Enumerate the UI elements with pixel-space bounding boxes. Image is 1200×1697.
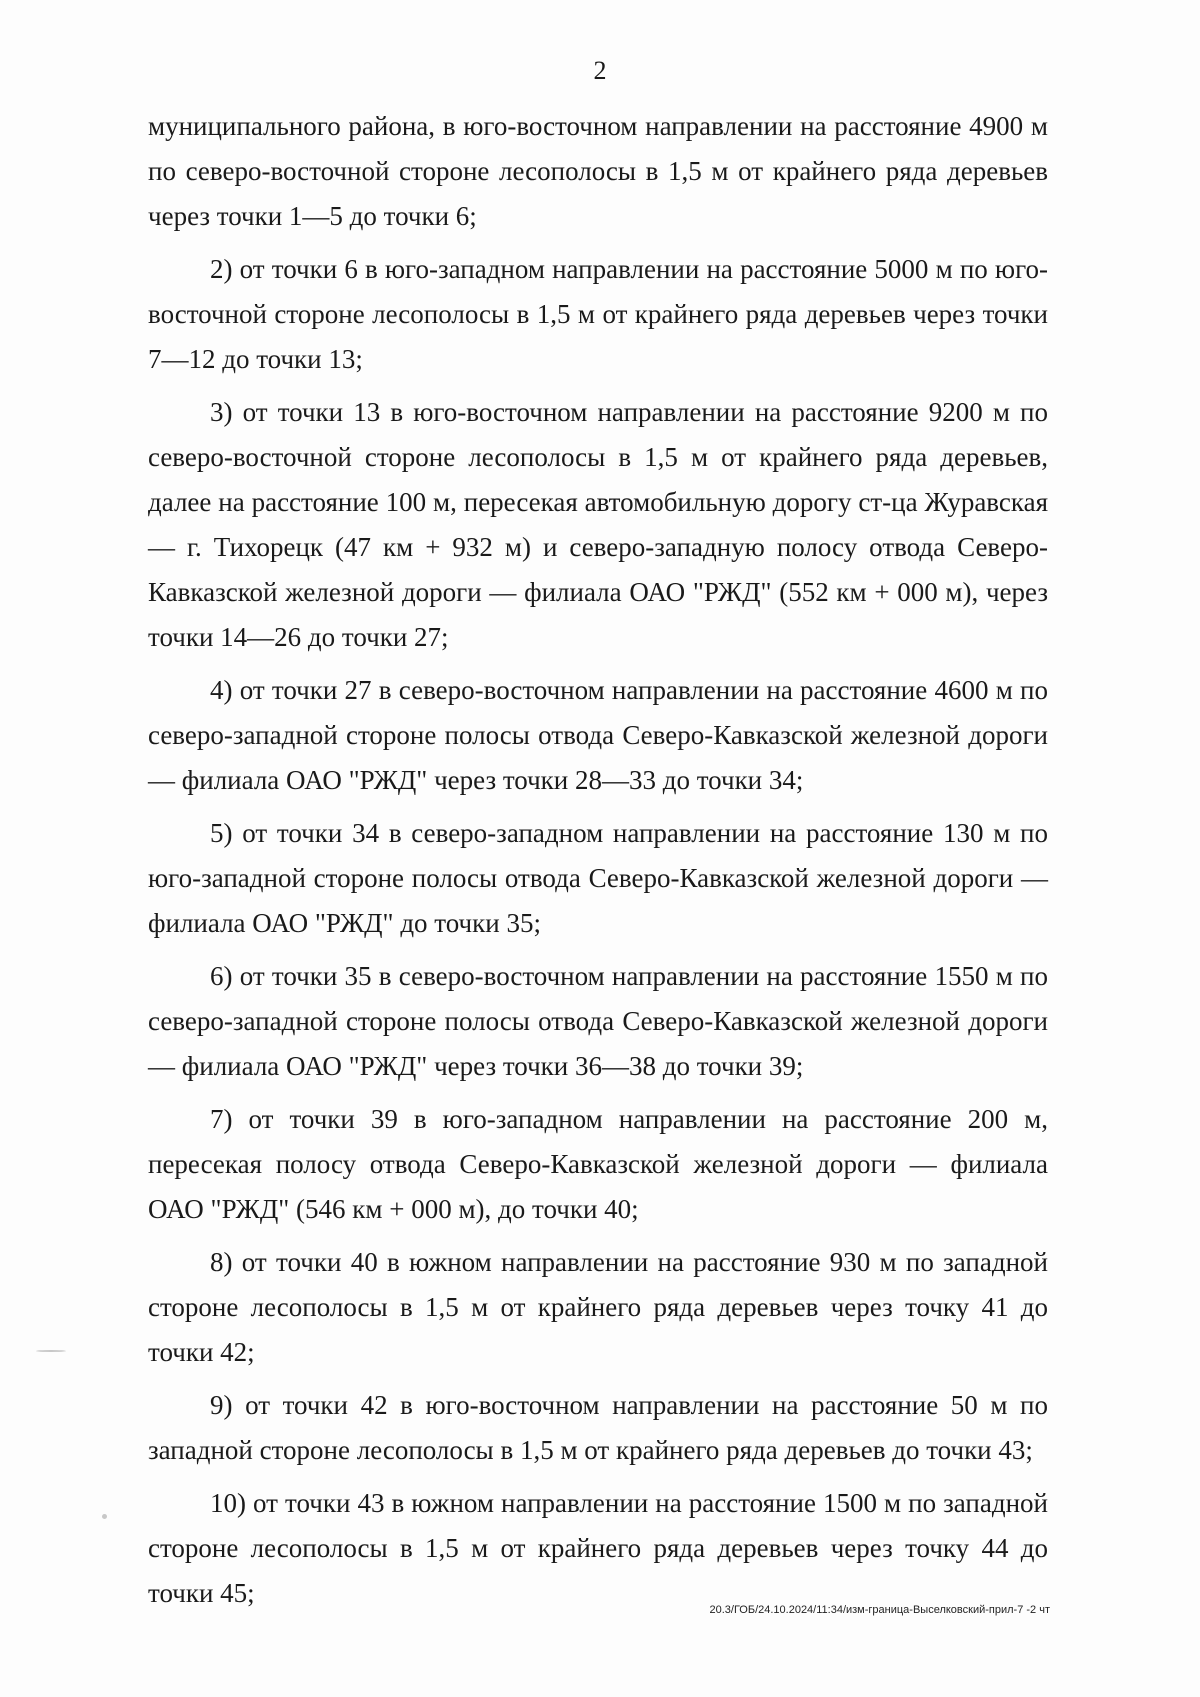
- paragraph-item-7: 7) от точки 39 в юго-западном направлении на расстояние 200 м, пересекая полосу отвода Северо-Кавказской железной дороги — филиала ОАО "РЖД" (546 км + 000 м), до точки 40;: [148, 1104, 1048, 1224]
- paragraph-item-9: 9) от точки 42 в юго-восточном направлении на расстояние 50 м по западной стороне лесополосы в 1,5 м от крайнего ряда деревьев до точки 43;: [148, 1390, 1048, 1465]
- document-footer-code: 20.3/ГОБ/24.10.2024/11:34/изм-граница-Выселковский-прил-7 -2 чт: [709, 1604, 1050, 1616]
- page-number: 2: [593, 56, 607, 85]
- scan-artifact: [36, 1350, 66, 1352]
- paragraph-item-10: 10) от точки 43 в южном направлении на расстояние 1500 м по западной стороне лесополосы в 1,5 м от крайнего ряда деревьев через точку 44 до точки 45;: [148, 1488, 1048, 1608]
- paragraph-item-4: 4) от точки 27 в северо-восточном направлении на расстояние 4600 м по северо-западной стороне полосы отвода Северо-Кавказской железной дороги — филиала ОАО "РЖД" через точки 28—33 до точки 34;: [148, 675, 1048, 795]
- paragraph-continuation: муниципального района, в юго-восточном направлении на расстояние 4900 м по северо-восточной стороне лесополосы в 1,5 м от крайнего ряда деревьев через точки 1—5 до точки 6;: [148, 111, 1048, 231]
- paragraph-item-3: 3) от точки 13 в юго-восточном направлении на расстояние 9200 м по северо-восточной стороне лесополосы в 1,5 м от крайнего ряда деревьев, далее на расстояние 100 м, пересекая автомобильную дорогу ст-ца Журавская — г. Тихорецк (47 км + 932 м) и северо-западную полосу отвода Северо-Кавказской железной дороги — филиала ОАО "РЖД" (552 км + 000 м), через точки 14—26 до точки 27;: [148, 397, 1048, 652]
- paragraph-item-6: 6) от точки 35 в северо-восточном направлении на расстояние 1550 м по северо-западной стороне полосы отвода Северо-Кавказской железной дороги — филиала ОАО "РЖД" через точки 36—38 до точки 39;: [148, 961, 1048, 1081]
- paragraph-item-5: 5) от точки 34 в северо-западном направлении на расстояние 130 м по юго-западной стороне полосы отвода Северо-Кавказской железной дороги — филиала ОАО "РЖД" до точки 35;: [148, 818, 1048, 938]
- document-body: [148, 104, 1048, 1624]
- scan-artifact: [102, 1514, 107, 1519]
- paragraph-item-2: 2) от точки 6 в юго-западном направлении на расстояние 5000 м по юго-восточной стороне лесополосы в 1,5 м от крайнего ряда деревьев через точки 7—12 до точки 13;: [148, 254, 1048, 374]
- paragraph-item-8: 8) от точки 40 в южном направлении на расстояние 930 м по западной стороне лесополосы в 1,5 м от крайнего ряда деревьев через точку 41 до точки 42;: [148, 1247, 1048, 1367]
